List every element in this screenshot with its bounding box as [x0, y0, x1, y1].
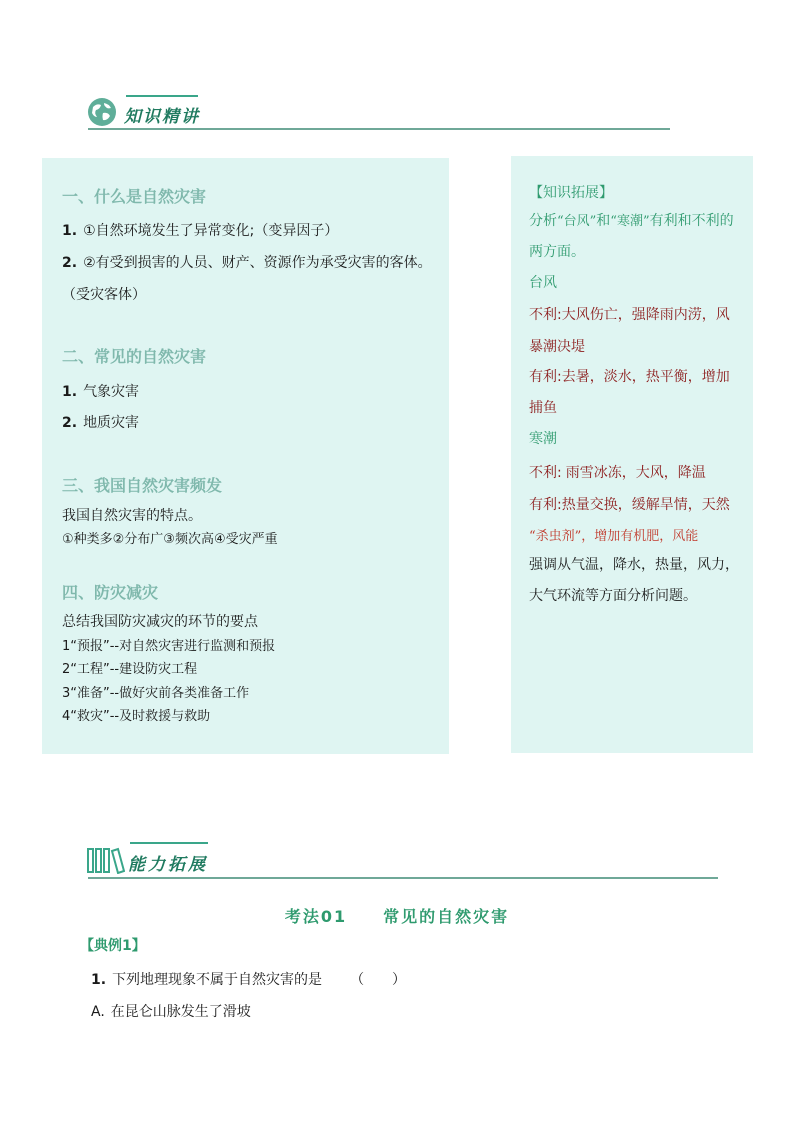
example-tag: 【典例1】 — [80, 938, 146, 954]
extension-tag: 【知识拓展】 — [529, 185, 613, 201]
sec2-title: 二、常见的自然灾害 — [62, 347, 207, 366]
sec4-line: 4“救灾”--及时救援与救助 — [62, 709, 211, 724]
header-accent-line — [130, 842, 208, 844]
option-a: A. 在昆仑山脉发生了滑坡 — [91, 1004, 251, 1020]
sec2-item: 2. 地质灾害 — [62, 415, 140, 431]
section-header-knowledge: 知识精讲 — [124, 107, 200, 127]
question-1: 1. 下列地理现象不属于自然灾害的是 （ ） — [91, 972, 407, 988]
sec4-line: 3“准备”--做好灾前各类准备工作 — [62, 686, 250, 701]
sec2-item: 1. 气象灾害 — [62, 384, 140, 400]
typhoon-bad: 不利:大风伤亡，强降雨内涝，风暴潮决堤 — [529, 307, 730, 355]
sec4-line: 1“预报”--对自然灾害进行监测和预报 — [62, 639, 276, 654]
cold-good-cont: “杀虫剂”，增加有机肥，风能 — [529, 529, 699, 544]
sec1-title: 一、什么是自然灾害 — [62, 187, 207, 206]
sec3-title: 三、我国自然灾害频发 — [62, 476, 223, 495]
sec1-item: 1. ①自然环境发生了异常变化;（变异因子） — [62, 223, 339, 239]
typhoon-label: 台风 — [529, 275, 557, 291]
header-accent-line — [126, 95, 198, 97]
sec4-lead: 总结我国防灾减灾的环节的要点 — [62, 614, 258, 630]
sec4-title: 四、防灾减灾 — [62, 583, 159, 602]
method-title: 考法01 常见的自然灾害 — [284, 907, 510, 926]
sec3-line: ①种类多②分布广③频次高④受灾严重 — [62, 532, 278, 547]
typhoon-good: 有利:去暑，淡水，热平衡，增加捕鱼 — [529, 369, 730, 416]
header-underline — [88, 877, 718, 879]
cold-label: 寒潮 — [529, 431, 557, 447]
books-icon — [87, 846, 125, 874]
header-underline — [88, 128, 670, 130]
cold-bad: 不利: 雨雪冰冻，大风，降温 — [529, 465, 706, 481]
sec4-line: 2“工程”--建设防灾工程 — [62, 662, 198, 677]
sec1-item: 2. ②有受到损害的人员、财产、资源作为承受灾害的客体。 — [62, 255, 432, 271]
extension-tail: 强调从气温，降水，热量，风力，大气环流等方面分析问题。 — [529, 557, 739, 604]
section-header-ability: 能力拓展 — [128, 855, 208, 875]
extension-intro: 分析“台风”和“寒潮”有利和不利的两方面。 — [529, 213, 734, 260]
globe-icon — [87, 97, 117, 127]
sec3-line: 我国自然灾害的特点。 — [62, 508, 202, 524]
cold-good: 有利:热量交换，缓解旱情，天然 — [529, 497, 730, 513]
sec1-note: （受灾客体） — [62, 287, 146, 303]
